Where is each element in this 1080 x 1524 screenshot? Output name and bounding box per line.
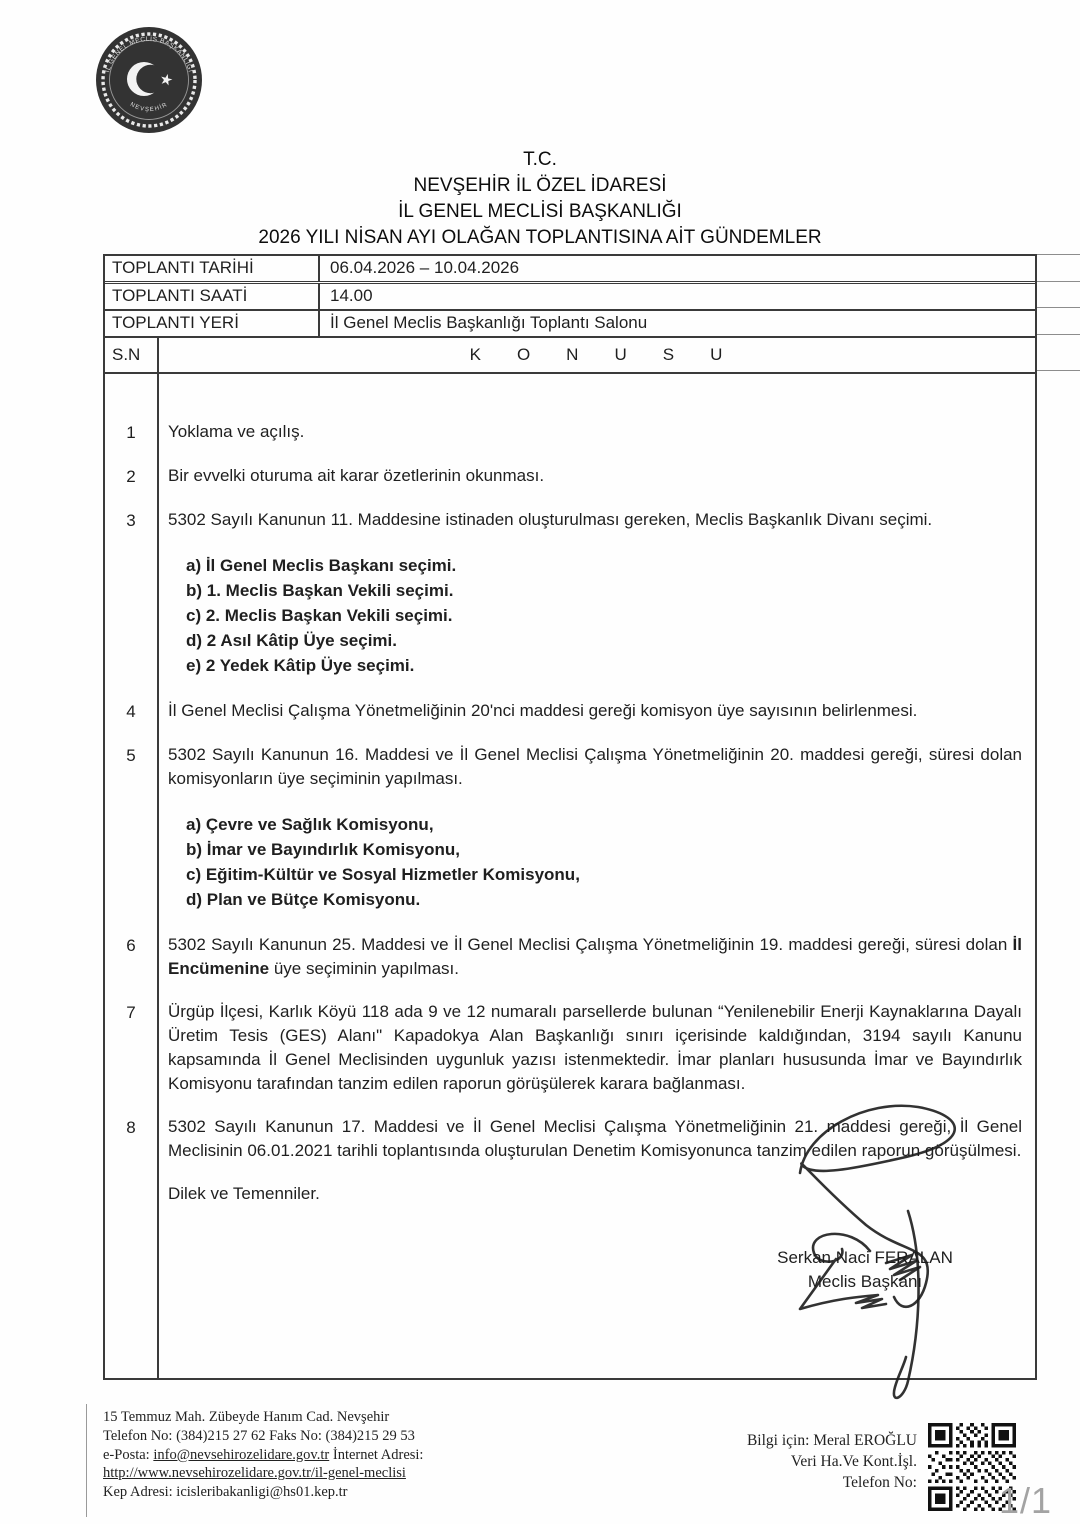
meeting-place-row [105,309,1035,336]
signature-block [750,1246,980,1294]
sublist-entry: b) İmar ve Bayındırlık Komisyonu, [186,840,460,859]
sublist-entry: a) Çevre ve Sağlık Komisyonu, [186,815,434,834]
heading-tc: T.C. [523,149,557,170]
meeting-date-value: 06.04.2026 – 10.04.2026 [330,258,520,277]
meeting-date-row [105,256,1035,281]
agenda-item-text: 5302 Sayılı Kanunun 17. Maddesi ve İl Genel Meclisi Çalışma Yönetmeliğinin 21. maddesi gereği, İl Genel Meclisinin 06.01.2021 tarihli toplantısında oluşturulan Denetim Komisyonunca tanzim edilen raporun görüşülmesi. [168,1117,1022,1160]
agenda-item-text: Ürgüp İlçesi, Karlık Köyü 118 ada 9 ve 12 numaralı parsellerde bulunan “Yenilenebilir Enerji Kaynaklarına Dayalı Üretim Tesis (GES) Alanı" Kapadokya Alan Başkanlığı sınırı içerisinde kaldığından, 3194 sayılı Kanunu kapsamında İl Genel Meclisinden uygunluk yazısı istenmektedir. İmar planları hususunda İmar ve Bayındırlık Komisyonu tarafından tanzim edilen raporun görüşülerek karara bağlanması. [168,1002,1022,1093]
footer-info-unit: Veri Ha.Ve Kont.İşl. [790,1453,917,1470]
scan-line-artifact [1037,307,1080,308]
document-heading [0,147,1080,251]
agenda-item-text [157,743,1035,914]
agenda-item-6-text-before: 5302 Sayılı Kanunun 25. Maddesi ve İl Genel Meclisi Çalışma Yönetmeliğinin 19. maddesi gereği, süresi dolan [168,935,1013,954]
agenda-item-text [157,933,1035,981]
footer-info-phone: Telefon No: [842,1474,917,1491]
meeting-date-label: TOPLANTI TARİHİ [105,256,320,281]
footer-kep: Kep Adresi: icisleribakanligi@hs01.kep.tr [103,1484,348,1501]
agenda-item-text: Bir evvelki oturuma ait karar özetlerinin okunması. [168,466,545,485]
sublist-entry: a) İl Genel Meclis Başkanı seçimi. [186,556,457,575]
meeting-place-value: İl Genel Meclis Başkanlığı Toplantı Salonu [330,313,648,332]
agenda-item-text: İl Genel Meclisi Çalışma Yönetmeliğinin 20'nci maddesi gereği komisyon üye sayısının belirlenmesi. [168,701,918,720]
footer-email: info@nevsehirozelidare.gov.tr [153,1446,330,1463]
agenda-table-body [105,374,1035,1294]
agenda-item-number: 4 [126,702,136,721]
sublist-entry: b) 1. Meclis Başkan Vekili seçimi. [186,581,454,600]
agenda-item-3-sublist [186,553,1022,678]
page-indicator: 1/1 [998,1480,1052,1521]
agenda-item-1 [105,420,1035,445]
agenda-item-5-text: 5302 Sayılı Kanunun 16. Maddesi ve İl Genel Meclisi Çalışma Yönetmeliğinin 20. maddesi gereği, süresi dolan komisyonların üye seçiminin yapılması. [168,745,1022,788]
footer-contact-right [747,1430,917,1493]
seal-ring-text: İL GENEL MECLİS BAŞKANLIĞI [104,35,194,74]
sublist-entry: e) 2 Yedek Kâtip Üye seçimi. [186,656,415,675]
agenda-item-7 [105,1000,1035,1096]
agenda-item-number: 6 [126,936,136,955]
heading-department: İL GENEL MECLİSİ BAŞKANLIĞI [398,201,682,222]
nevsehir-council-seal-icon [94,24,204,136]
agenda-item-number: 8 [126,1118,136,1137]
footer-divider [86,1404,87,1517]
agenda-item-number: 2 [126,467,136,486]
footer-email-line: e-Posta: info@nevsehirozelidare.gov.tr İnternet Adresi: [103,1446,424,1463]
closing-text: Dilek ve Temenniler. [168,1184,320,1203]
agenda-item-text [157,508,1035,680]
agenda-item-2 [105,464,1035,489]
column-header-konusu: KONUSU [469,345,759,364]
meeting-place-label: TOPLANTI YERİ [105,311,320,336]
sublist-entry: c) 2. Meclis Başkan Vekili seçimi. [186,606,453,625]
sublist-entry: c) Eğitim-Kültür ve Sosyal Hizmetler Komisyonu, [186,865,580,884]
sublist-entry: d) Plan ve Bütçe Komisyonu. [186,890,421,909]
footer-website: http://www.nevsehirozelidare.gov.tr/il-genel-meclisi [103,1465,406,1482]
agenda-item-6 [105,933,1035,981]
agenda-table [103,336,1037,1380]
footer-info-person: Bilgi için: Meral EROĞLU [746,1432,917,1449]
meeting-time-label: TOPLANTI SAATİ [105,284,320,309]
scan-line-artifact [1037,334,1080,335]
footer-address: 15 Temmuz Mah. Zübeyde Hanım Cad. Nevşehir [103,1409,390,1425]
scan-line-artifact [1037,254,1080,255]
agenda-item-text: Yoklama ve açılış. [168,422,305,441]
agenda-item-number: 5 [126,746,136,765]
heading-subject: 2026 YILI NİSAN AYI OLAĞAN TOPLANTISINA AİT GÜNDEMLER [258,227,822,248]
scan-line-artifact [1037,281,1080,282]
agenda-item-4 [105,699,1035,724]
heading-organization: NEVŞEHİR İL ÖZEL İDARESİ [413,175,667,196]
agenda-item-6-text-after: üye seçiminin yapılması. [269,959,459,978]
meeting-info-table [103,254,1037,338]
footer-contact-left [103,1408,483,1502]
agenda-item-5 [105,743,1035,914]
agenda-item-3-text: 5302 Sayılı Kanunun 11. Maddesine istinaden oluşturulması gereken, Meclis Başkanlık Divanı seçimi. [168,510,933,529]
agenda-item-8 [105,1115,1035,1163]
meeting-time-value: 14.00 [330,286,373,305]
signer-name: Serkan Naci FERALAN [777,1248,953,1267]
column-header-sn: S.N [112,345,141,364]
agenda-item-number: 1 [126,423,136,442]
scan-line-artifact [1037,370,1080,371]
closing-line [105,1182,1035,1206]
agenda-item-number: 7 [126,1003,136,1022]
agenda-item-6-bold: İl Encümenine [168,935,1022,978]
seal-bottom-text: NEVŞEHİR [128,101,170,114]
agenda-item-5-sublist [186,812,1022,912]
signer-title: Meclis Başkanı [807,1272,923,1291]
agenda-table-header [105,338,1035,374]
footer-phone: Telefon No: (384)215 27 62 Faks No: (384)215 29 53 [103,1427,415,1444]
star-icon: ★ [157,70,175,90]
sublist-entry: d) 2 Asıl Kâtip Üye seçimi. [186,631,397,650]
agenda-item-number: 3 [126,511,136,530]
meeting-time-row [105,281,1035,309]
agenda-item-3 [105,508,1035,680]
